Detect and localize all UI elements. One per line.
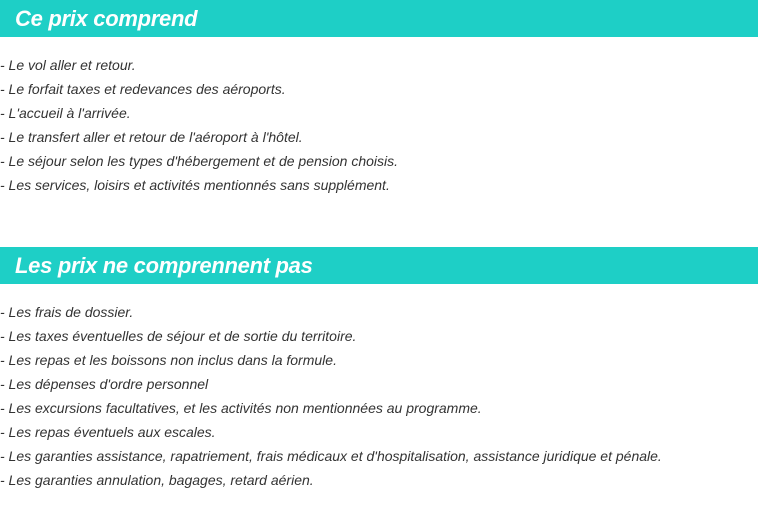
excluded-item: - Les excursions facultatives, et les activités non mentionnées au programme.: [0, 400, 482, 416]
excluded-item: - Les garanties assistance, rapatriement, frais médicaux et d'hospitalisation, assistance juridique et pénale.: [0, 448, 662, 464]
excluded-item: - Les garanties annulation, bagages, retard aérien.: [0, 472, 314, 488]
excluded-item: - Les repas éventuels aux escales.: [0, 424, 216, 440]
excluded-section-header: [0, 247, 758, 284]
excluded-item: - Les taxes éventuelles de séjour et de sortie du territoire.: [0, 328, 357, 344]
included-item: - L'accueil à l'arrivée.: [0, 105, 131, 121]
included-item: - Le séjour selon les types d'hébergement et de pension choisis.: [0, 153, 399, 169]
excluded-item: - Les dépenses d'ordre personnel: [0, 376, 209, 392]
excluded-items-list: [0, 300, 662, 492]
included-item: - Le transfert aller et retour de l'aéroport à l'hôtel.: [0, 129, 303, 145]
included-item: - Le forfait taxes et redevances des aéroports.: [0, 81, 286, 97]
included-section-header: [0, 0, 758, 37]
excluded-item: - Les frais de dossier.: [0, 304, 134, 320]
included-section-title: Ce prix comprend: [15, 6, 198, 31]
excluded-item: - Les repas et les boissons non inclus dans la formule.: [0, 352, 337, 368]
excluded-section-title: Les prix ne comprennent pas: [15, 253, 313, 278]
included-item: - Le vol aller et retour.: [0, 57, 136, 73]
included-item: - Les services, loisirs et activités mentionnés sans supplément.: [0, 177, 390, 193]
included-items-list: [0, 53, 398, 197]
